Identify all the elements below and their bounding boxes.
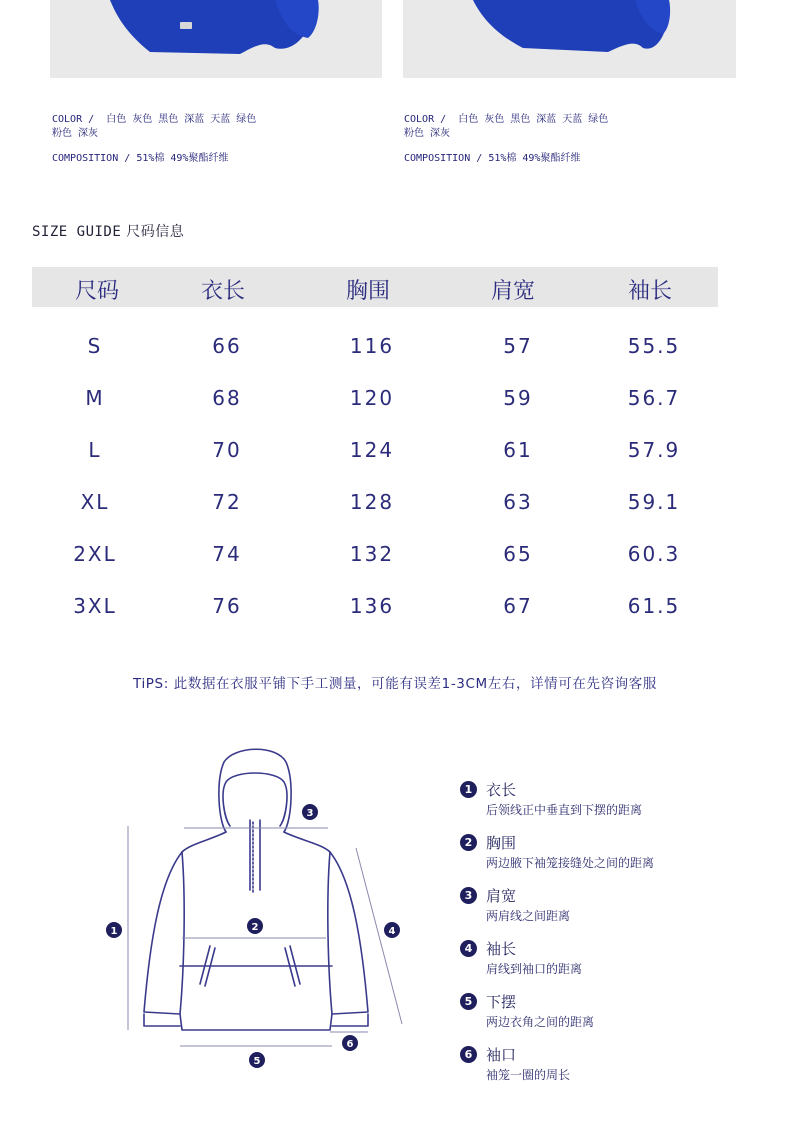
hood-outline (219, 749, 291, 832)
legend-name: 肩宽 (486, 887, 517, 905)
table-row (32, 386, 718, 416)
table-row (32, 438, 718, 468)
legend-name: 衣长 (486, 781, 517, 799)
legend-description: 肩线到袖口的距离 (486, 962, 583, 976)
cell-sleeve: 57.9 (627, 438, 681, 462)
cell-chest: 132 (349, 542, 395, 566)
composition-row (52, 152, 256, 166)
zipper (250, 820, 260, 890)
cell-chest: 116 (349, 334, 395, 358)
legend-name: 袖口 (486, 1046, 517, 1064)
color-row (404, 113, 608, 127)
cell-chest: 136 (349, 594, 395, 618)
color-label: COLOR / (52, 114, 95, 125)
cell-sleeve: 60.3 (627, 542, 681, 566)
size-guide-title-en: SIZE GUIDE (32, 224, 122, 240)
size-table-header (32, 267, 718, 307)
legend-description: 两边腋下袖笼接缝处之间的距离 (486, 856, 655, 870)
composition-row (404, 152, 608, 166)
composition-label: COMPOSITION / (404, 153, 483, 164)
header-chest: 胸围 (345, 279, 391, 304)
hood-inner (223, 773, 287, 826)
legend-number: 2 (460, 834, 477, 851)
table-row (32, 594, 718, 624)
table-row (32, 542, 718, 572)
size-guide-title (32, 221, 184, 241)
cell-length: 66 (212, 334, 242, 358)
cell-size: L (88, 438, 102, 462)
measurement-tips: TiPS: 此数据在衣服平铺下手工测量，可能有误差1-3CM左右，详情可在先咨询客服 (133, 676, 657, 692)
cell-sleeve: 56.7 (627, 386, 681, 410)
marker-2-label: 2 (251, 922, 259, 933)
cell-size: 2XL (73, 542, 117, 566)
cell-shoulder: 59 (503, 386, 533, 410)
product-photo-left (50, 0, 382, 78)
color-values-continued: 粉色 深灰 (52, 128, 99, 139)
cell-length: 68 (212, 386, 242, 410)
cell-size: XL (80, 490, 110, 514)
table-row (32, 334, 718, 364)
color-values-continued: 粉色 深灰 (404, 128, 451, 139)
legend-number: 6 (460, 1046, 477, 1063)
right-sleeve-seam (328, 852, 332, 1014)
cell-shoulder: 67 (503, 594, 533, 618)
cell-length: 74 (212, 542, 242, 566)
marker-6-label: 6 (346, 1039, 354, 1050)
cell-size: M (85, 386, 105, 410)
cell-chest: 128 (349, 490, 395, 514)
legend-description: 两边衣角之间的距离 (486, 1015, 595, 1029)
composition-label: COMPOSITION / (52, 153, 131, 164)
cell-sleeve: 61.5 (627, 594, 681, 618)
marker-3-label: 3 (306, 808, 314, 819)
cell-sleeve: 59.1 (627, 490, 681, 514)
legend-description: 后领线正中垂直到下摆的距离 (486, 803, 643, 817)
cell-shoulder: 65 (503, 542, 533, 566)
product-info-right (404, 113, 608, 166)
legend-number: 5 (460, 993, 477, 1010)
legend-item (460, 992, 760, 1042)
legend-number: 4 (460, 940, 477, 957)
left-cuff (144, 1014, 180, 1026)
legend-name: 下摆 (486, 993, 517, 1011)
legend-item (460, 780, 760, 830)
legend-item (460, 1045, 760, 1095)
table-row (32, 490, 718, 520)
hoodie-measurement-diagram (100, 740, 420, 1080)
legend-number: 1 (460, 781, 477, 798)
left-pocket (200, 946, 210, 984)
legend-name: 胸围 (486, 834, 517, 852)
right-pocket (290, 946, 300, 984)
blue-hoodie-image (403, 0, 736, 78)
product-info-left (52, 113, 256, 166)
color-values: 白色 灰色 黑色 深蓝 天蓝 绿色 (458, 114, 609, 125)
composition-value: 51%棉 49%聚酯纤维 (488, 153, 581, 164)
legend-item (460, 886, 760, 936)
legend-description: 两肩线之间距离 (486, 909, 571, 923)
marker-5-label: 5 (253, 1056, 261, 1067)
cell-shoulder: 63 (503, 490, 533, 514)
cell-length: 72 (212, 490, 242, 514)
color-label: COLOR / (404, 114, 447, 125)
legend-name: 袖长 (486, 940, 517, 958)
color-values: 白色 灰色 黑色 深蓝 天蓝 绿色 (106, 114, 257, 125)
cell-length: 70 (212, 438, 242, 462)
cell-shoulder: 57 (503, 334, 533, 358)
legend-item (460, 939, 760, 989)
cell-size: S (87, 334, 103, 358)
cell-length: 76 (212, 594, 242, 618)
marker-4-label: 4 (388, 926, 396, 937)
blue-hoodie-image (50, 0, 382, 78)
size-guide-title-cn: 尺码信息 (126, 224, 185, 240)
header-sleeve: 袖长 (627, 279, 673, 304)
left-sleeve-seam (180, 852, 184, 1014)
header-size: 尺码 (74, 279, 120, 304)
marker-1-label: 1 (110, 926, 118, 937)
cell-sleeve: 55.5 (627, 334, 681, 358)
cell-chest: 124 (349, 438, 395, 462)
legend-item (460, 833, 760, 883)
cell-chest: 120 (349, 386, 395, 410)
header-shoulder: 肩宽 (490, 279, 536, 304)
color-row (52, 113, 256, 127)
product-photo-right (403, 0, 736, 78)
composition-value: 51%棉 49%聚酯纤维 (136, 153, 229, 164)
header-length: 衣长 (200, 279, 246, 304)
legend-description: 袖笼一圈的周长 (486, 1068, 571, 1082)
cell-shoulder: 61 (503, 438, 533, 462)
right-cuff (332, 1014, 368, 1026)
cell-size: 3XL (73, 594, 117, 618)
legend-number: 3 (460, 887, 477, 904)
